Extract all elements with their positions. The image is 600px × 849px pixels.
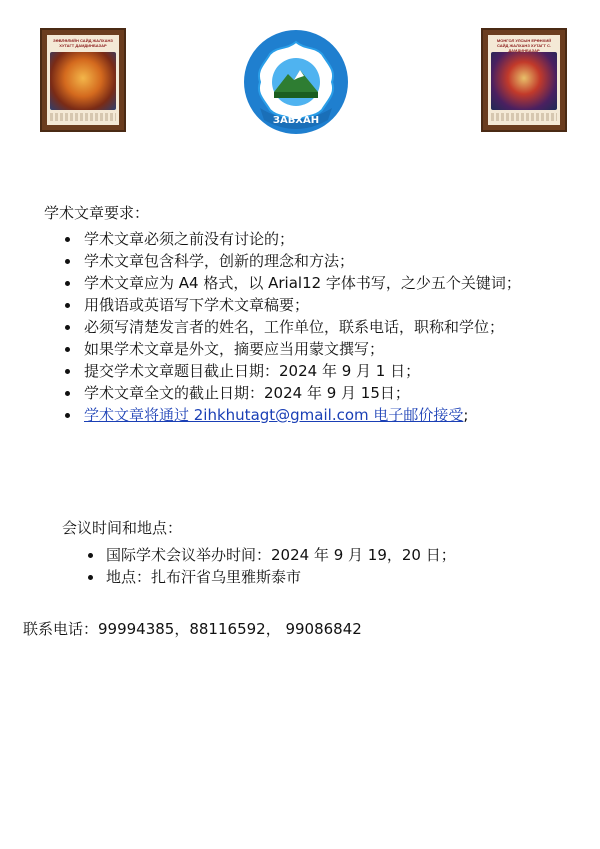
list-item: 必须写清楚发言者的姓名，工作单位，联系电话，职称和学位； [62, 316, 562, 338]
portrait-image-left [50, 52, 116, 110]
requirements-list [62, 228, 562, 426]
requirements-heading: 学术文章要求： [44, 204, 150, 222]
list-item: 学术文章全文的截止日期：2024 年 9 月 15日； [62, 382, 562, 404]
poster-right [488, 35, 560, 125]
emblem-text: ЗАВХАН [272, 115, 320, 126]
zavkhan-emblem [244, 30, 348, 134]
list-item: 学术文章应为 A4 格式，以 Arial12 字体书写，之少五个关键词； [62, 272, 562, 294]
list-item: 提交学术文章题目截止日期：2024 年 9 月 1 日； [62, 360, 562, 382]
list-item: 地点：扎布汗省乌里雅斯泰市 [86, 566, 566, 588]
portrait-frame-left [40, 28, 126, 132]
list-item-email [62, 404, 562, 426]
meeting-heading: 会议时间和地点： [62, 519, 183, 537]
poster-right-title: МОНГОЛ УЛСЫН ЕРӨНХИЙ САЙД ЖАЛХАНЗ ХУТАГТ С. ДАМДИНБАЗАР [496, 38, 552, 53]
email-link[interactable]: 学术文章将通过 2ihkhutagt@gmail.com 电子邮价接受 [84, 406, 464, 424]
contact-phones: 联系电话：99994385，88116592， 99086842 [23, 620, 362, 638]
list-item-end: ; [463, 406, 469, 424]
poster-left-footer [50, 113, 116, 121]
list-item: 学术文章包含科学，创新的理念和方法； [62, 250, 562, 272]
meeting-list [86, 544, 566, 588]
list-item: 国际学术会议举办时间：2024 年 9 月 19，20 日； [86, 544, 566, 566]
poster-left-title: ЗӨВЛӨЛИЙН САЙД ЖАЛХАНЗ ХУТАГТ ДАМДИНБАЗАР [53, 38, 113, 48]
portrait-image-right [491, 52, 557, 110]
list-item: 用俄语或英语写下学术文章稿要； [62, 294, 562, 316]
poster-left [47, 35, 119, 125]
list-item: 学术文章必须之前没有讨论的； [62, 228, 562, 250]
list-item: 如果学术文章是外文，摘要应当用蒙文撰写； [62, 338, 562, 360]
poster-right-footer [491, 113, 557, 121]
portrait-frame-right [481, 28, 567, 132]
emblem-graphic [244, 30, 348, 134]
